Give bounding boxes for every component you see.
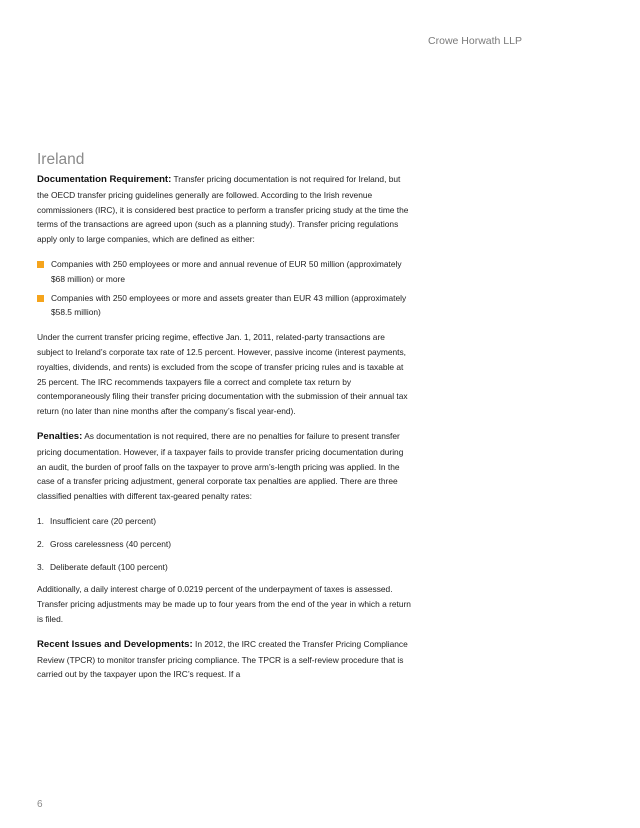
documentation-text: Transfer pricing documentation is not required for Ireland, but the OECD transfer pricing guidelines generally are followed. According to the Irish revenue commissioners (IRC), it is considered best practice to perform a transfer pricing study at the time the terms of the transactions are agreed upon (such as a planning study). Transfer pricing regulations apply only to large companies, which are defined as either: [37,174,409,245]
penalties-text: As documentation is not required, there are no penalties for failure to present transfer pricing documentation. However, if a taxpayer fails to provide transfer pricing documentation during an audit, the burden of proof falls on the taxpayer to prove arm’s-length pricing was applied. In the case of a transfer pricing adjustment, general corporate tax penalties are applied. There are three classified penalties with different tax-geared penalty rates: [37,430,404,502]
list-number: 1. [37,515,44,526]
recent-developments-text: In 2012, the IRC created the Transfer Pricing Compliance Review (TPCR) to monitor transfer pricing compliance. The TPCR is a self-review procedure that is carried out by the taxpayer upon the IRC’s request. If a [37,638,408,680]
recent-developments-paragraph [37,637,412,682]
penalties-paragraph [37,429,412,504]
firm-name-header: Crowe Horwath LLP [428,35,522,47]
interest-paragraph: Additionally, a daily interest charge of 0.0219 percent of the underpayment of taxes is assessed. Transfer pricing adjustments may be made up to four years from the end of the year in which a return is filed. [37,584,411,624]
document-body [37,150,412,692]
penalty-rates-list [37,514,412,574]
list-item [37,537,412,552]
regime-paragraph: Under the current transfer pricing regime, effective Jan. 1, 2011, related-party transactions are subject to Ireland’s corporate tax rate of 12.5 percent. However, passive income (interest payments, royalties, dividends, and rents) is excluded from the scope of transfer pricing rules and is taxable at 25 percent. The IRC recommends taxpayers file a correct and complete tax return by contemporaneously filing their transfer pricing documentation with the submission of their annual tax return (no later than nine months after the company’s fiscal year-end). [37,332,408,417]
list-item [37,514,412,529]
list-number: 3. [37,561,44,572]
square-bullet-icon [37,295,44,302]
square-bullet-icon [37,261,44,268]
list-item-text: Gross carelessness (40 percent) [50,538,172,549]
section-title: Ireland [37,151,85,168]
list-item-text: Deliberate default (100 percent) [50,561,168,572]
list-item-text: Companies with 250 employees or more and annual revenue of EUR 50 million (approximately $68 million) or more [51,258,402,284]
list-item [37,291,412,321]
page-number: 6 [37,799,43,810]
documentation-lead: Documentation Requirement: [37,174,172,185]
recent-developments-lead: Recent Issues and Developments: [37,638,193,650]
list-item [37,257,412,287]
criteria-list [37,257,412,320]
list-item-text: Companies with 250 employees or more and assets greater than EUR 43 million (approximately $58.5 million) [51,292,407,318]
list-item [37,560,412,575]
documentation-paragraph [37,172,412,247]
penalties-lead: Penalties: [37,430,83,442]
list-number: 2. [37,538,44,549]
list-item-text: Insufficient care (20 percent) [50,515,156,526]
